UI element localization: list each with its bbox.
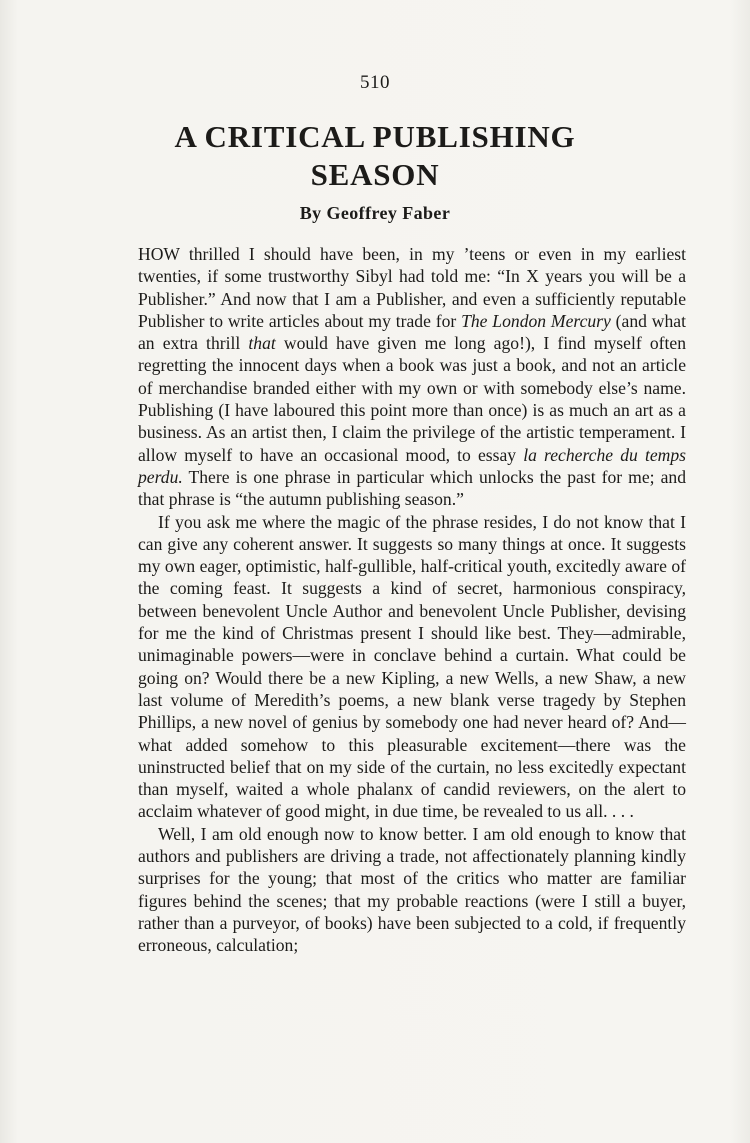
text-run: HOW thrilled I should have been, in my ’teens or even in my earliest twenties, if some trustworthy Sibyl had told me: “In X years you will be a Publisher.” And now that I am a Publisher, and even a sufficiently reputable Publisher to write articles about my trade for: [138, 244, 686, 331]
italic-text: that: [248, 333, 276, 354]
text-run: Well, I am old enough now to know better. I am old enough to know that authors and publishers are driving a trade, not affectionately planning kindly surprises for the young; that most of the critics who matter are familiar figures behind the scenes; that my probable reactions (were I still a buyer, rather than a purveyor, of books) have been subjected to a cold, if frequently erroneous, calculation;: [138, 823, 686, 956]
body-paragraph: [138, 823, 686, 957]
text-run: If you ask me where the magic of the phrase resides, I do not know that I can give any coherent answer. It suggests so many things at once. It suggests my own eager, optimistic, half-gullible, half-critical youth, excitedly aware of the coming feast. It suggests a kind of secret, harmonious conspiracy, between benevolent Uncle Author and benevolent Uncle Publisher, devising for me the kind of Christmas present I should like best. They—admirable, unimaginable powers—were in conclave behind a curtain. What could be going on? Would there be a new Kipling, a new Wells, a new Shaw, a new last volume of Meredith’s poems, a new blank verse tragedy by Stephen Phillips, a new novel of genius by somebody one had never heard of? And—what added somehow to this pleasurable excitement—there was the uninstructed belief that on my side of the curtain, no less excitedly expectant than myself, waited a whole phalanx of candid reviewers, on the alert to acclaim whatever of good might, in due time, be revealed to us all. . . .: [138, 511, 686, 822]
text-run: There is one phrase in particular which unlocks the past for me; and that phrase is “the autumn publishing season.”: [138, 466, 686, 510]
text-run: would have given me long ago!), I find myself often regretting the innocent days when a book was just a book, and not an article of merchandise branded either with my own or with somebody else’s name. Publishing (I have laboured this point more than once) is as much an art as a business. As an artist then, I claim the privilege of the artistic temperament. I allow myself to have an occasional mood, to essay: [138, 333, 687, 465]
italic-text: The London Mercury: [461, 310, 611, 331]
italic-text: la recherche du temps perdu.: [138, 444, 686, 487]
article-title: A CRITICAL PUBLISHING SEASON: [174, 119, 576, 192]
body-paragraph: [138, 511, 686, 823]
article-body: [138, 243, 686, 957]
body-paragraph: [138, 243, 686, 511]
text-run: (and what an extra thrill: [138, 310, 686, 354]
article-byline: By Geoffrey Faber: [299, 203, 451, 223]
page-number: 510: [360, 72, 390, 93]
